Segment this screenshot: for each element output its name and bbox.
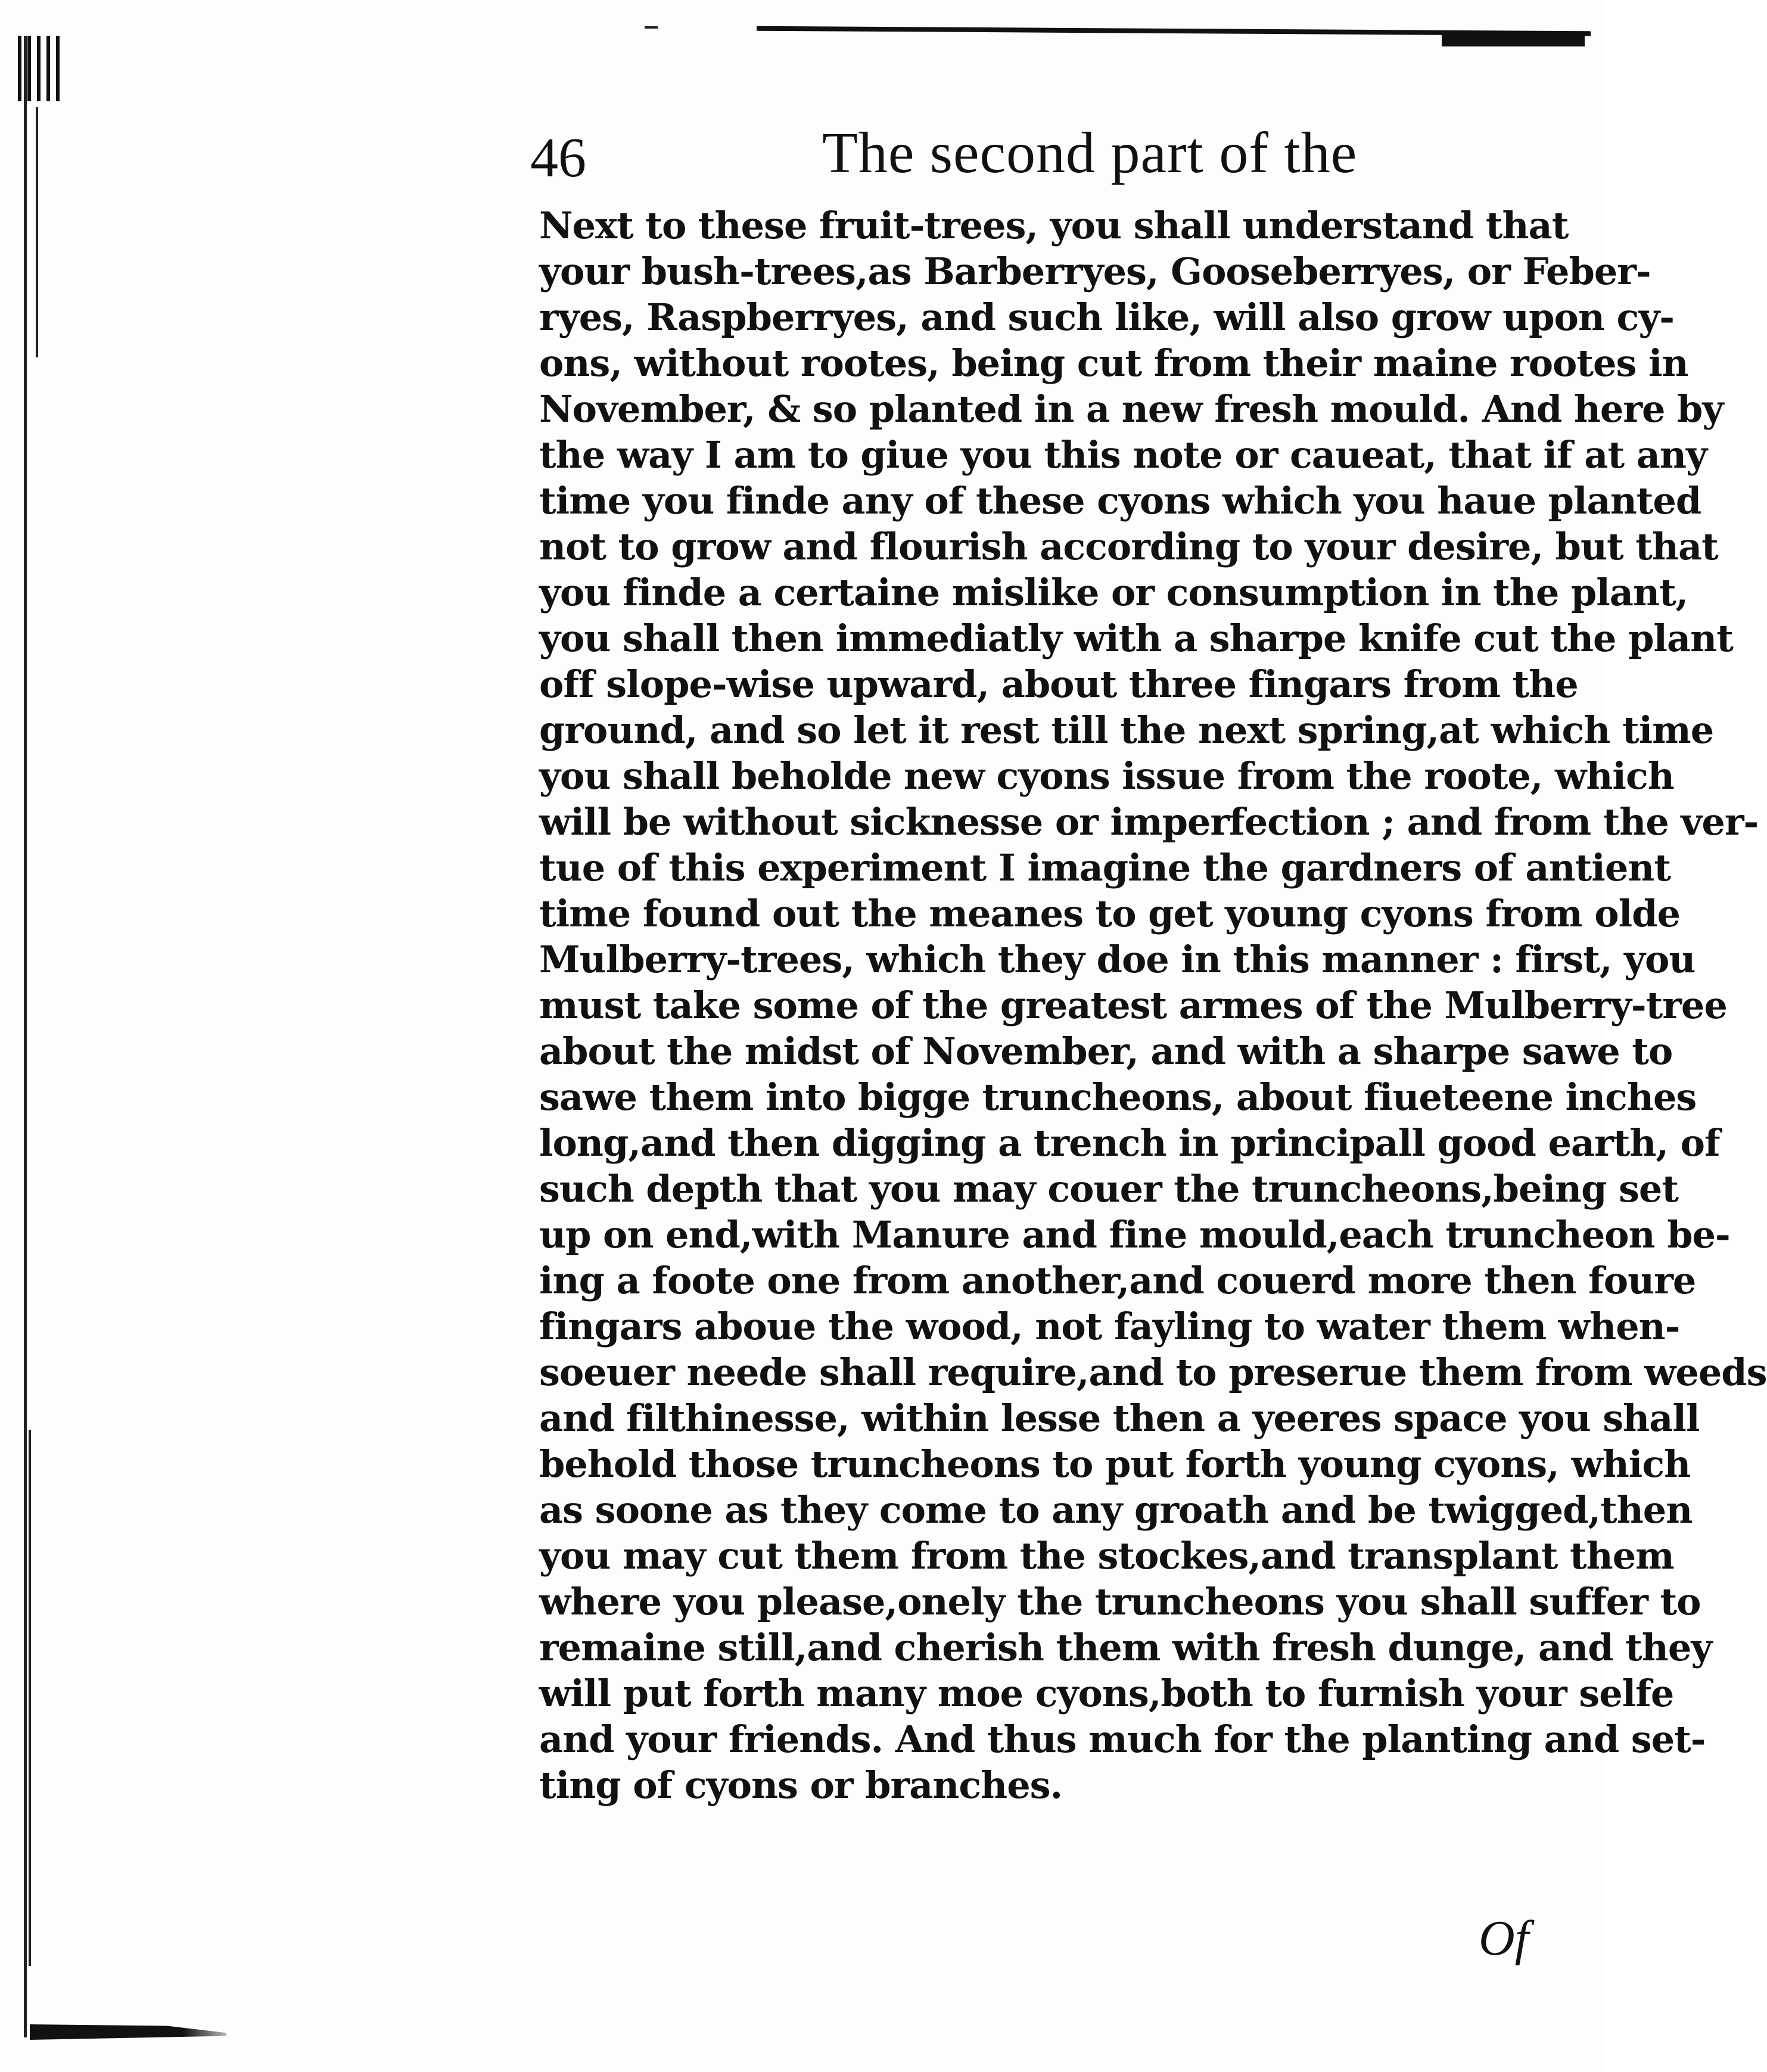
catchword: Of bbox=[1479, 1911, 1529, 1966]
text-line: Next to these fruit-trees, you shall understand that bbox=[539, 204, 1569, 247]
text-line: and filthinesse, within lesse then a yeeres space you shall bbox=[539, 1396, 1700, 1440]
text-line: ons, without rootes, being cut from their maine rootes in bbox=[539, 341, 1688, 385]
text-line: up on end,with Manure and fine mould,each truncheon be- bbox=[539, 1213, 1730, 1256]
text-line: you may cut them from the stockes,and transplant them bbox=[539, 1534, 1674, 1578]
text-line: off slope-wise upward, about three fingars from the bbox=[539, 662, 1578, 706]
text-line: fingars aboue the wood, not fayling to water them when- bbox=[539, 1305, 1680, 1348]
text-line: will put forth many moe cyons,both to furnish your selfe bbox=[539, 1672, 1674, 1715]
text-line: ing a foote one from another,and couerd more then foure bbox=[539, 1259, 1696, 1302]
bottom-edge-bar bbox=[30, 2024, 226, 2040]
text-line: you shall then immediatly with a sharpe knife cut the plant bbox=[539, 617, 1733, 660]
text-line: time found out the meanes to get young cyons from olde bbox=[539, 892, 1680, 935]
text-line: will be without sicknesse or imperfection ; and from the ver- bbox=[539, 800, 1759, 844]
running-head: The second part of the bbox=[822, 121, 1358, 185]
text-line: the way I am to giue you this note or caueat, that if at any bbox=[539, 433, 1707, 477]
text-line: ryes, Raspberryes, and such like, will also grow upon cy- bbox=[539, 295, 1674, 339]
text-line: your bush-trees,as Barberryes, Gooseberryes, or Feber- bbox=[539, 250, 1651, 293]
body-text bbox=[539, 203, 1767, 1808]
gutter-mark bbox=[29, 1430, 31, 1966]
text-line: tue of this experiment I imagine the gardners of antient bbox=[539, 846, 1670, 889]
text-line: ting of cyons or branches. bbox=[539, 1763, 1063, 1807]
text-line: behold those truncheons to put forth young cyons, which bbox=[539, 1442, 1691, 1486]
text-line: remaine still,and cherish them with fresh dunge, and they bbox=[539, 1626, 1712, 1669]
gutter-mark bbox=[36, 107, 38, 357]
text-line: Mulberry-trees, which they doe in this manner : first, you bbox=[539, 938, 1696, 981]
text-line: about the midst of November, and with a sharpe sawe to bbox=[539, 1029, 1673, 1073]
text-line: long,and then digging a trench in principall good earth, of bbox=[539, 1121, 1720, 1165]
text-line: not to grow and flourish according to your desire, but that bbox=[539, 525, 1718, 568]
text-line: time you finde any of these cyons which you haue planted bbox=[539, 479, 1701, 522]
text-line: where you please,onely the truncheons you shall suffer to bbox=[539, 1580, 1701, 1623]
text-line: must take some of the greatest armes of the Mulberry-tree bbox=[539, 984, 1727, 1027]
text-line: as soone as they come to any groath and be twigged,then bbox=[539, 1488, 1693, 1532]
top-dash-mark bbox=[645, 26, 658, 29]
top-rule-edge bbox=[1442, 33, 1585, 46]
text-line: and your friends. And thus much for the planting and set- bbox=[539, 1718, 1706, 1761]
gutter-line bbox=[24, 36, 27, 2037]
page-number: 46 bbox=[530, 127, 586, 189]
text-line: ground, and so let it rest till the next spring,at which time bbox=[539, 708, 1714, 752]
text-line: sawe them into bigge truncheons, about fiueteene inches bbox=[539, 1075, 1697, 1119]
text-line: such depth that you may couer the truncheons,being set bbox=[539, 1167, 1679, 1211]
text-line: you shall beholde new cyons issue from the roote, which bbox=[539, 754, 1674, 798]
text-line: you finde a certaine mislike or consumption in the plant, bbox=[539, 571, 1688, 614]
text-line: soeuer neede shall require,and to preserue them from weeds bbox=[539, 1351, 1767, 1394]
text-line: November, & so planted in a new fresh mould. And here by bbox=[539, 387, 1724, 431]
